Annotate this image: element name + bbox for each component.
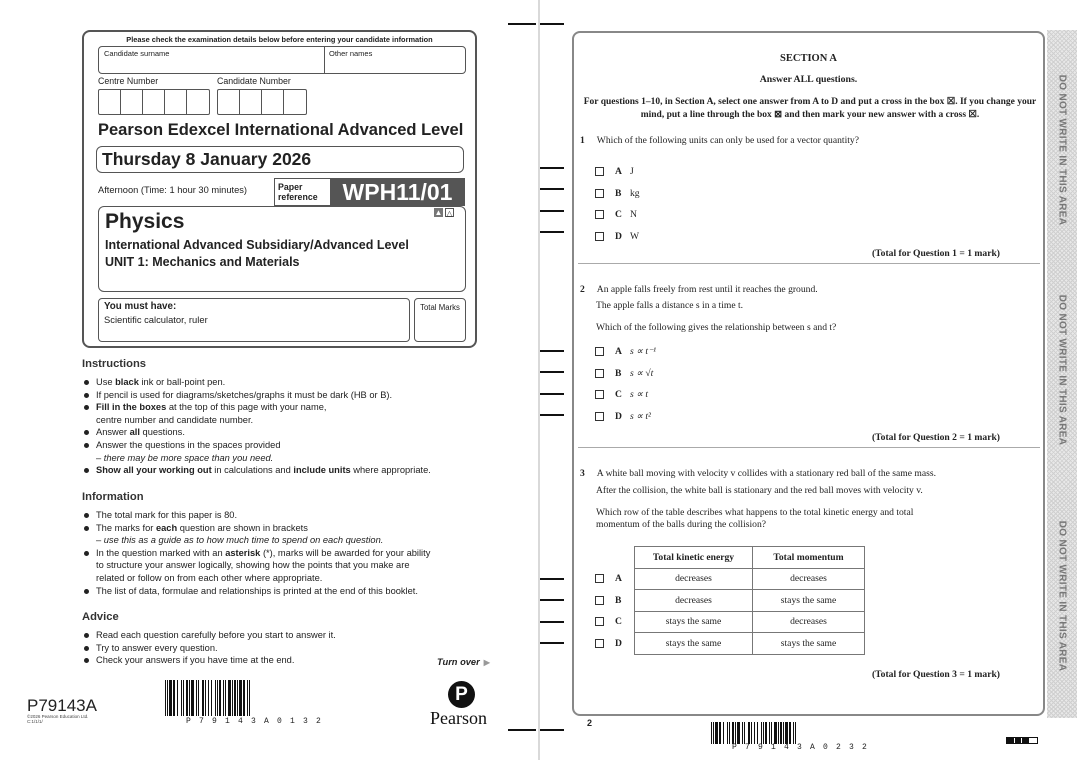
- barcode-bar: [211, 680, 212, 716]
- equipment-title: You must have:: [104, 301, 177, 312]
- question-3-options: [595, 568, 630, 654]
- barcode-bar: [765, 722, 767, 744]
- answer-checkbox: [595, 189, 604, 198]
- answer-checkbox: [595, 639, 604, 648]
- table-header: Total kinetic energy: [635, 547, 753, 569]
- equipment-list: Scientific calculator, ruler: [104, 314, 208, 325]
- list-item: If pencil is used for diagrams/sketches/graphs it must be dark (HB or B).: [82, 389, 502, 402]
- exam-date: Thursday 8 January 2026: [96, 146, 464, 173]
- margin-tick: [540, 350, 564, 352]
- list-item: Try to answer every question.: [82, 642, 502, 655]
- question-2: 2 An apple falls freely from rest until it reaches the ground.: [580, 284, 818, 295]
- barcode-bar: [769, 722, 770, 744]
- paper-id: P79143A: [27, 696, 97, 715]
- barcode-bar: [783, 722, 784, 744]
- list-item: The list of data, formulae and relationships is printed at the end of this booklet.: [82, 585, 502, 598]
- barcode-bar: [751, 722, 752, 744]
- barcode-bar: [771, 722, 772, 744]
- barcode-bar: [249, 680, 250, 716]
- margin-warning: DO NOT WRITE IN THIS AREA: [1056, 294, 1068, 446]
- barcode-bar: [247, 680, 248, 716]
- barcode-bar: [169, 680, 172, 716]
- barcode-bar: [217, 680, 218, 716]
- list-item: Answer all questions.: [82, 426, 502, 439]
- barcode-bar: [754, 722, 755, 744]
- barcode-bar: [713, 722, 714, 744]
- question-2-line-2: The apple falls a distance s in a time t.: [596, 300, 744, 311]
- option-c[interactable]: C: [595, 611, 630, 633]
- candidate-surname-label: Candidate surname: [104, 49, 170, 58]
- barcode-bar: [239, 680, 242, 716]
- margin-tick: [540, 578, 564, 580]
- subject-level: International Advanced Subsidiary/Advanced Level: [105, 238, 409, 252]
- paper-reference-box: [274, 178, 465, 206]
- option-a[interactable]: A: [595, 568, 630, 590]
- barcode-bar: [234, 680, 236, 716]
- barcode-number: P79143A0232: [732, 743, 876, 752]
- option-b[interactable]: B: [595, 590, 630, 612]
- option-b[interactable]: B kg: [595, 183, 640, 205]
- question-3-line-4: momentum of the balls during the collision?: [596, 519, 766, 530]
- list-item: The total mark for this paper is 80.: [82, 509, 502, 522]
- margin-tick: [508, 23, 536, 25]
- table-header: Total momentum: [753, 547, 865, 569]
- question-3: 3 A white ball moving with velocity v collides with a stationary red ball of the same mass.: [580, 468, 936, 479]
- margin-tick: [540, 393, 564, 395]
- barcode-bar: [719, 722, 721, 744]
- divider: [578, 263, 1040, 264]
- list-item: The marks for each question are shown in brackets – use this as a guide as to how much time to spend on each question.: [82, 522, 502, 547]
- information-list: [82, 509, 502, 597]
- triangle-icon: ▲: [434, 208, 443, 217]
- paper-reference-label: Paper reference: [275, 179, 331, 205]
- list-item: Read each question carefully before you start to answer it.: [82, 629, 502, 642]
- question-3-line-2: After the collision, the white ball is stationary and the red ball moves with velocity v.: [596, 485, 923, 496]
- section-subtitle: Answer ALL questions.: [759, 74, 858, 85]
- barcode-bar: [780, 722, 782, 744]
- barcode-bar: [774, 722, 777, 744]
- qualification-title: Pearson Edexcel International Advanced Level: [98, 121, 464, 139]
- question-3-table: [634, 546, 865, 655]
- question-1: 1 Which of the following units can only be used for a vector quantity?: [580, 135, 859, 146]
- question-2-options: [595, 341, 656, 427]
- margin-tick: [540, 371, 564, 373]
- publisher-name: Pearson: [430, 708, 487, 728]
- barcode-bar: [228, 680, 231, 716]
- option-d[interactable]: D s ∝ t²: [595, 406, 656, 428]
- barcode-bar: [761, 722, 762, 744]
- exam-session: Afternoon (Time: 1 hour 30 minutes): [98, 185, 247, 195]
- option-d[interactable]: D: [595, 633, 630, 655]
- pearson-logo-icon: P: [448, 681, 475, 708]
- barcode-bar: [196, 680, 197, 716]
- margin-warning: DO NOT WRITE IN THIS AREA: [1056, 520, 1068, 672]
- barcode-bar: [167, 680, 168, 716]
- answer-checkbox: [595, 232, 604, 241]
- option-c[interactable]: C N: [595, 204, 640, 226]
- margin-tick: [540, 599, 564, 601]
- centre-number-boxes[interactable]: [98, 89, 210, 115]
- question-2-line-3: Which of the following gives the relationship between s and t?: [596, 322, 837, 333]
- instructions-list: [82, 376, 502, 477]
- list-item: In the question marked with an asterisk (*), marks will be awarded for your ability to structure your answer logically, showing how the points that you make are related or follow on from each other where appropriate.: [82, 547, 502, 585]
- centre-number-label: Centre Number: [98, 76, 159, 86]
- barcode-bar: [715, 722, 718, 744]
- paper-code: WPH11/01: [342, 179, 453, 205]
- instructions-heading: Instructions: [82, 358, 147, 370]
- answer-checkbox: [595, 167, 604, 176]
- divider: [578, 447, 1040, 448]
- option-b[interactable]: B s ∝ √t: [595, 363, 656, 385]
- barcode-bar: [243, 680, 245, 716]
- barcode: [165, 680, 360, 716]
- barcode-bar: [165, 680, 166, 716]
- barcode-bar: [237, 680, 238, 716]
- barcode-bar: [183, 680, 184, 716]
- barcode-bar: [215, 680, 216, 716]
- subject-box: [98, 206, 466, 292]
- barcode-bar: [723, 722, 724, 744]
- barcode-bar: [744, 722, 745, 744]
- option-a[interactable]: A J: [595, 161, 640, 183]
- barcode-bar: [225, 680, 226, 716]
- barcode: [711, 722, 906, 744]
- barcode-bar: [732, 722, 734, 744]
- barcode-bar: [757, 722, 758, 744]
- barcode-bar: [742, 722, 743, 744]
- barcode-bar: [223, 680, 224, 716]
- question-2-total: (Total for Question 2 = 1 mark): [871, 432, 1000, 443]
- barcode-bar: [181, 680, 182, 716]
- barcode-bar: [711, 722, 712, 744]
- answer-checkbox: [595, 390, 604, 399]
- turn-over-label: Turn over ▶: [437, 657, 490, 667]
- barcode-bar: [763, 722, 764, 744]
- question-1-options: [595, 161, 640, 247]
- examination-check-note: Please check the examination details below before entering your candidate information: [126, 35, 433, 44]
- subject-title: Physics: [105, 210, 185, 233]
- answer-checkbox: [595, 210, 604, 219]
- section-title: SECTION A: [780, 53, 837, 64]
- barcode-bar: [208, 680, 209, 716]
- triangle-outline-icon: △: [446, 209, 453, 218]
- list-item: Show all your working out in calculations and include units where appropriate.: [82, 464, 502, 477]
- barcode-bar: [795, 722, 796, 744]
- barcode-bar: [778, 722, 779, 744]
- option-d[interactable]: D W: [595, 226, 640, 248]
- barcode-bar: [177, 680, 178, 716]
- other-names-label: Other names: [329, 49, 373, 58]
- barcode-bar: [748, 722, 750, 744]
- candidate-name-box[interactable]: [98, 46, 466, 74]
- barcode-number: P79143A0132: [186, 717, 330, 726]
- margin-tick: [540, 210, 564, 212]
- table-row: decreases decreases: [635, 568, 865, 590]
- barcode-bar: [232, 680, 233, 716]
- candidate-number-boxes[interactable]: [217, 89, 307, 115]
- copyright: ©2026 Pearson Education Ltd. C:1/1/1/: [27, 714, 89, 724]
- margin-warning: DO NOT WRITE IN THIS AREA: [1056, 74, 1068, 226]
- candidate-details-panel: [82, 30, 477, 348]
- barcode-bar: [191, 680, 194, 716]
- barcode-bar: [735, 722, 736, 744]
- margin-tick: [540, 167, 564, 169]
- answer-checkbox: [595, 412, 604, 421]
- barcode-bar: [189, 680, 190, 716]
- margin-tick: [540, 23, 564, 25]
- margin-tick: [540, 729, 564, 731]
- margin-tick: [540, 621, 564, 623]
- margin-tick: [540, 414, 564, 416]
- barcode-bar: [202, 680, 204, 716]
- question-1-total: (Total for Question 1 = 1 mark): [871, 248, 1000, 259]
- list-item: Fill in the boxes at the top of this page with your name, centre number and candidate number.: [82, 401, 502, 426]
- barcode-bar: [727, 722, 728, 744]
- total-marks-box[interactable]: Total Marks: [414, 298, 466, 342]
- margin-tick: [540, 642, 564, 644]
- list-item: Use black ink or ball‑point pen.: [82, 376, 502, 389]
- margin-tick: [508, 729, 536, 731]
- margin-tick: [540, 231, 564, 233]
- barcode-bar: [789, 722, 791, 744]
- barcode-bar: [198, 680, 199, 716]
- option-c[interactable]: C s ∝ t: [595, 384, 656, 406]
- barcode-bar: [793, 722, 794, 744]
- answer-checkbox: [595, 347, 604, 356]
- answer-checkbox: [595, 617, 604, 626]
- information-heading: Information: [82, 491, 144, 503]
- margin-tick: [540, 188, 564, 190]
- table-row: decreases stays the same: [635, 590, 865, 612]
- subject-unit: UNIT 1: Mechanics and Materials: [105, 255, 300, 269]
- turn-over-arrow-icon: ▶: [483, 658, 490, 667]
- equipment-box: [98, 298, 410, 342]
- page-marker: [1006, 737, 1038, 744]
- advice-heading: Advice: [82, 611, 119, 623]
- barcode-bar: [186, 680, 188, 716]
- table-row: stays the same stays the same: [635, 633, 865, 655]
- question-3-total: (Total for Question 3 = 1 mark): [871, 669, 1000, 680]
- option-a[interactable]: A s ∝ t⁻¹: [595, 341, 656, 363]
- section-instructions: For questions 1–10, in Section A, select one answer from A to D and put a cross in the box ☒. If you change your mind, put a line through the box ⊠ and then mark your new answer with a cross ☒.: [583, 97, 1037, 120]
- barcode-bar: [205, 680, 206, 716]
- answer-checkbox: [595, 369, 604, 378]
- question-3-line-3: Which row of the table describes what happens to the total kinetic energy and total: [596, 507, 914, 518]
- barcode-bar: [173, 680, 175, 716]
- barcode-bar: [219, 680, 221, 716]
- list-item: Check your answers if you have time at the end.: [82, 654, 502, 667]
- cover-page: [0, 0, 538, 760]
- barcode-bar: [785, 722, 788, 744]
- barcode-bar: [737, 722, 740, 744]
- page-number: 2: [587, 718, 593, 728]
- barcode-bar: [729, 722, 730, 744]
- answer-checkbox: [595, 596, 604, 605]
- answer-checkbox: [595, 574, 604, 583]
- candidate-number-label: Candidate Number: [217, 76, 291, 86]
- list-item: Answer the questions in the spaces provided – there may be more space than you need.: [82, 439, 502, 464]
- table-row: stays the same decreases: [635, 611, 865, 633]
